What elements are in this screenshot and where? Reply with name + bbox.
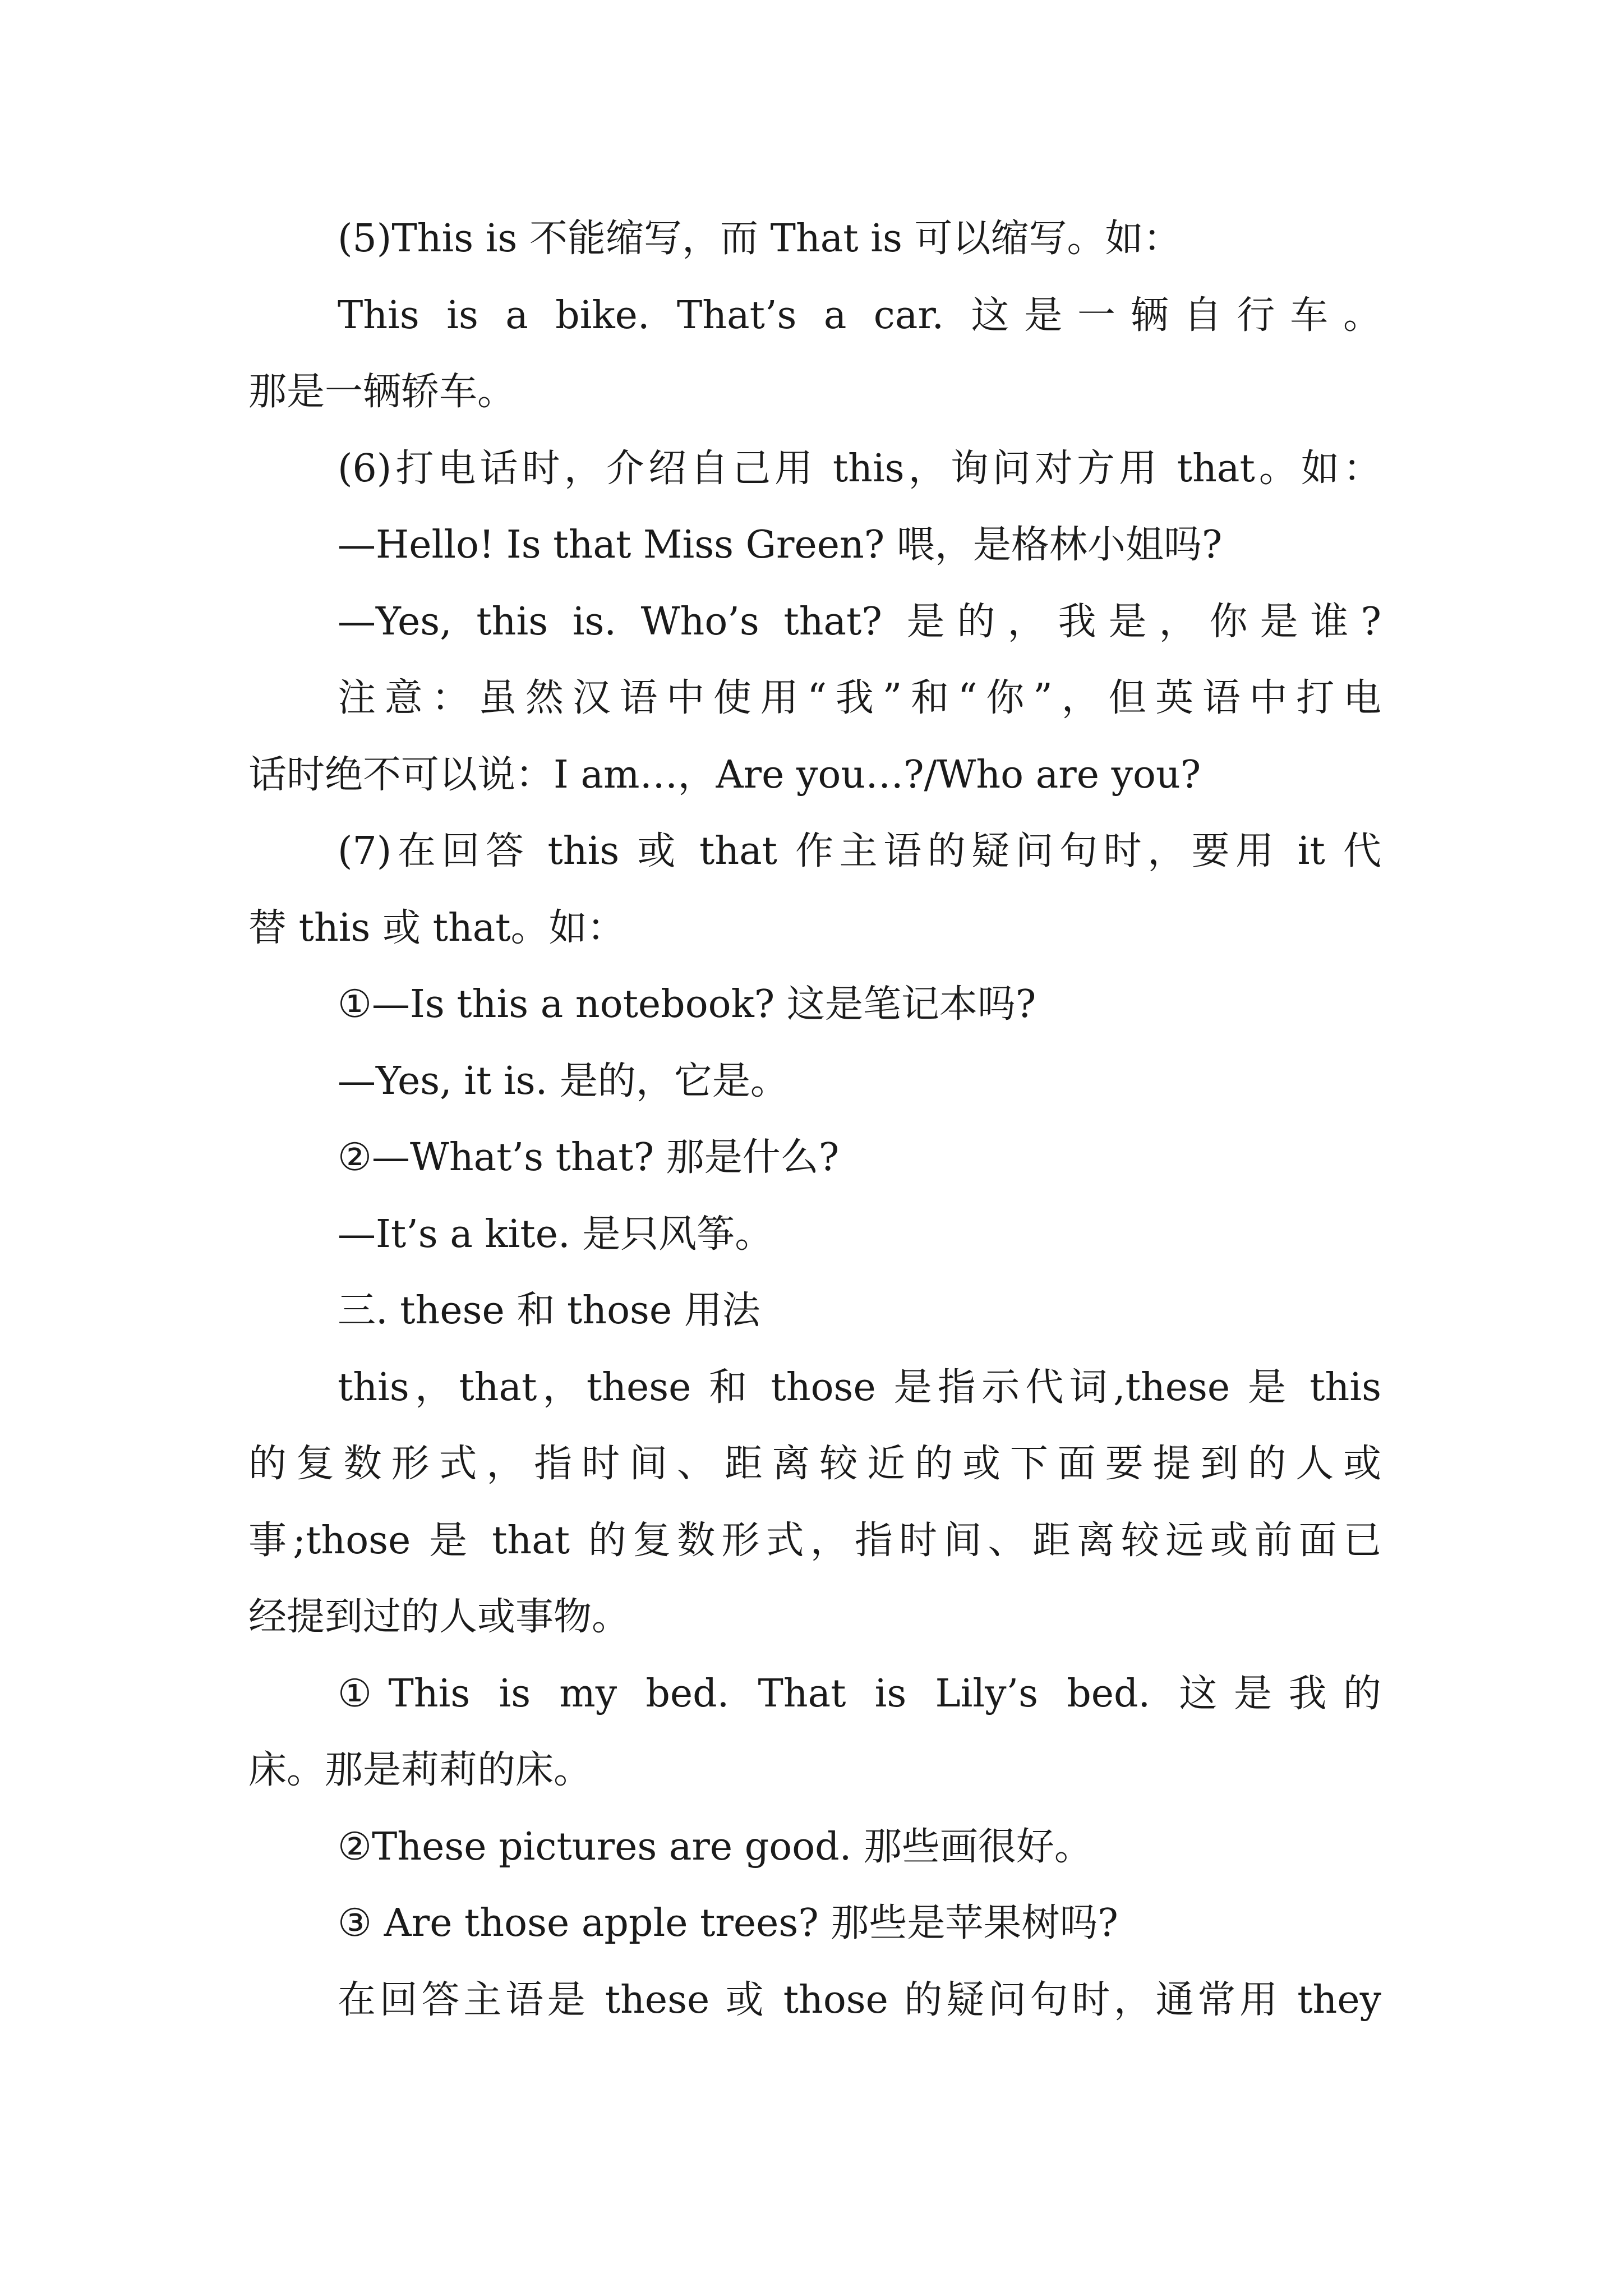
- text-line: ②These pictures are good. 那些画很好。: [338, 1824, 1092, 1869]
- text-line: This is a bike. That’s a car. 这是一辆自行车。: [338, 293, 1381, 338]
- text-line: (5)This is 不能缩写，而 That is 可以缩写。如：: [338, 217, 1182, 261]
- text-line: 在回答主语是 these 或 those 的疑问句时，通常用 they: [338, 1977, 1381, 2022]
- text-line: ①This is my bed. That is Lily’s bed. 这是我的: [338, 1671, 1381, 1716]
- body-text: [248, 201, 1381, 2039]
- text-line: 三. these 和 those 用法: [338, 1289, 760, 1333]
- text-line: ②—What’s that? 那是什么?: [338, 1135, 840, 1180]
- text-line: 的复数形式，指时间、距离较近的或下面要提到的人或: [248, 1442, 1381, 1486]
- text-line: 替 this 或 that。如：: [248, 905, 625, 950]
- text-line: 那是一辆轿车。: [248, 370, 516, 414]
- text-line: ③ Are those apple trees? 那些是苹果树吗?: [338, 1901, 1118, 1945]
- text-line: 事;those 是 that 的复数形式，指时间、距离较远或前面已: [248, 1518, 1381, 1563]
- text-line: —Yes, it is. 是的，它是。: [338, 1059, 789, 1103]
- text-line: 话时绝不可以说：I am…，Are you…?/Who are you?: [248, 752, 1201, 797]
- text-line: —Yes, this is. Who’s that? 是的，我是，你是谁?: [338, 599, 1381, 644]
- text-line: ①—Is this a notebook? 这是笔记本吗?: [338, 982, 1036, 1027]
- text-line: this，that，these 和 those 是指示代词,these 是 this: [338, 1365, 1381, 1410]
- text-line: 床。那是莉莉的床。: [248, 1748, 592, 1792]
- text-line: —Hello! Is that Miss Green? 喂，是格林小姐吗?: [338, 523, 1223, 567]
- text-line: —It’s a kite. 是只风筝。: [338, 1212, 773, 1257]
- text-line: 经提到过的人或事物。: [248, 1595, 630, 1639]
- text-line: 注意：虽然汉语中使用“我”和“你”，但英语中打电: [338, 676, 1381, 720]
- text-line: (6)打电话时，介绍自己用 this，询问对方用 that。如：: [338, 446, 1381, 491]
- text-line: (7)在回答 this 或 that 作主语的疑问句时，要用 it 代: [338, 829, 1381, 873]
